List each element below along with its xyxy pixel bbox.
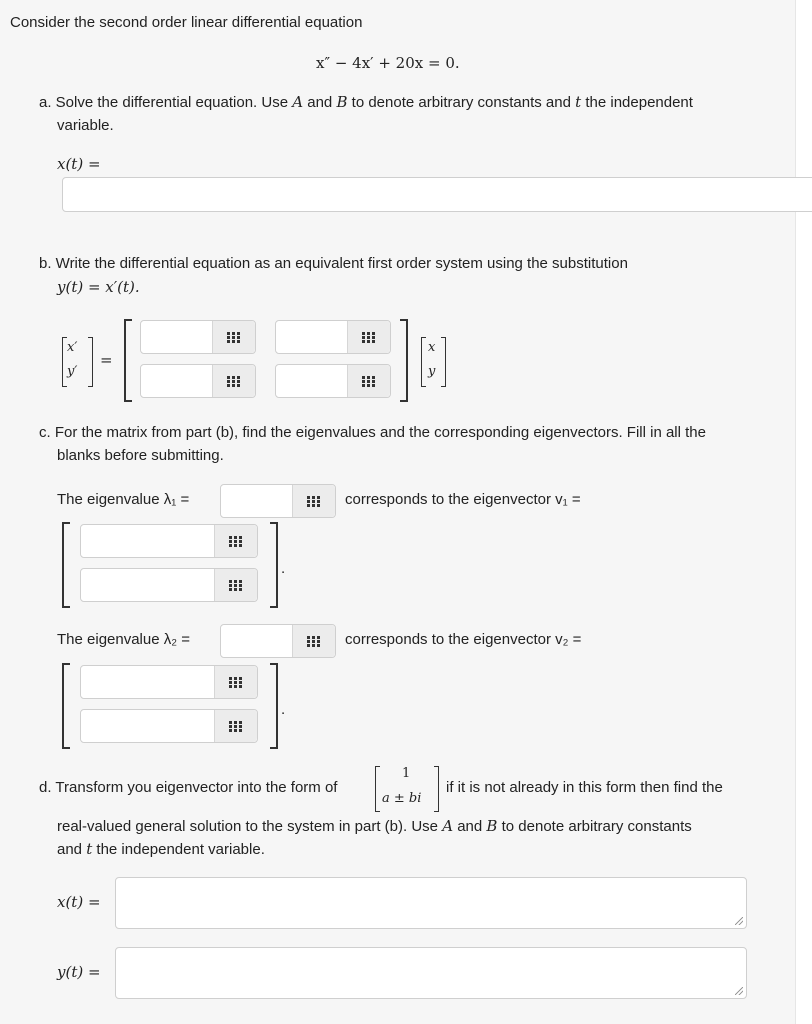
- grid-icon: [362, 332, 375, 343]
- resize-handle-icon[interactable]: [735, 917, 743, 925]
- rhs-bottom: y: [428, 364, 436, 379]
- lhs-bottom: y′: [67, 364, 78, 379]
- form-vector-left-bracket: [375, 766, 380, 812]
- matrix-entry-11[interactable]: [140, 320, 256, 354]
- eigenvector-1-entry-1-input[interactable]: [81, 525, 215, 557]
- rhs-top: x: [428, 340, 436, 355]
- lhs-right-bracket: [88, 337, 93, 387]
- v1-right-bracket: [270, 522, 278, 608]
- form-vector-bottom: a ± bi: [382, 791, 422, 806]
- eigenvector-1-entry-2-palette[interactable]: [214, 569, 257, 601]
- eigenvalue-2-label: The eigenvalue λ₂ =: [57, 631, 190, 648]
- matrix-right-bracket: [400, 319, 408, 402]
- part-d-line-2: real-valued general solution to the system in part (b). Use A and B to denote arbitrary constants: [57, 817, 692, 835]
- part-a-answer-input[interactable]: [62, 177, 812, 212]
- matrix-entry-11-input[interactable]: [141, 321, 213, 353]
- eigenvalue-1-palette[interactable]: [292, 485, 335, 517]
- v1-left-bracket: [62, 522, 70, 608]
- equals-sign: =: [100, 351, 113, 369]
- grid-icon: [227, 376, 240, 387]
- matrix-entry-21[interactable]: [140, 364, 256, 398]
- eigenvector-2-label: corresponds to the eigenvector v₂ =: [345, 631, 582, 648]
- matrix-entry-21-palette[interactable]: [212, 365, 255, 397]
- matrix-left-bracket: [124, 319, 132, 402]
- eigenvector-2-entry-1-input[interactable]: [81, 666, 215, 698]
- part-d-y-label: y(t) =: [57, 963, 101, 981]
- rhs-left-bracket: [421, 337, 426, 387]
- v1-period: .: [281, 560, 286, 577]
- part-d-y-textarea[interactable]: [115, 947, 747, 999]
- matrix-entry-21-input[interactable]: [141, 365, 213, 397]
- main-equation: x″ − 4x′ + 20x = 0.: [316, 54, 460, 72]
- eigenvalue-2-input[interactable]: [221, 625, 293, 657]
- part-c-line-2: blanks before submitting.: [57, 447, 224, 464]
- part-d-line-1a: d. Transform you eigenvector into the form of: [39, 779, 338, 796]
- v2-left-bracket: [62, 663, 70, 749]
- grid-icon: [229, 536, 242, 547]
- eigenvector-1-entry-1[interactable]: [80, 524, 258, 558]
- matrix-entry-12[interactable]: [275, 320, 391, 354]
- eigenvalue-2-palette[interactable]: [292, 625, 335, 657]
- part-b-line-1: b. Write the differential equation as an equivalent first order system using the substitution: [39, 255, 628, 272]
- eigenvalue-1-input[interactable]: [221, 485, 293, 517]
- form-vector-top: 1: [402, 766, 411, 781]
- resize-handle-icon[interactable]: [735, 987, 743, 995]
- grid-icon: [307, 636, 320, 647]
- grid-icon: [227, 332, 240, 343]
- part-a-answer-label: x(t) =: [57, 155, 101, 173]
- part-a-line-1: a. Solve the differential equation. Use A and B to denote arbitrary constants and t the independent: [39, 93, 693, 111]
- eigenvector-2-entry-2-palette[interactable]: [214, 710, 257, 742]
- matrix-entry-11-palette[interactable]: [212, 321, 255, 353]
- eigenvalue-1-field[interactable]: [220, 484, 336, 518]
- part-d-line-1b: if it is not already in this form then find the: [446, 779, 723, 796]
- eigenvalue-1-label: The eigenvalue λ₁ =: [57, 491, 190, 508]
- part-a-line-2: variable.: [57, 117, 114, 134]
- eigenvector-2-entry-1-palette[interactable]: [214, 666, 257, 698]
- part-d-line-3: and t the independent variable.: [57, 840, 265, 858]
- eigenvector-2-entry-1[interactable]: [80, 665, 258, 699]
- lhs-top: x′: [67, 340, 78, 355]
- eigenvector-1-entry-2[interactable]: [80, 568, 258, 602]
- grid-icon: [362, 376, 375, 387]
- eigenvector-1-entry-2-input[interactable]: [81, 569, 215, 601]
- v2-period: .: [281, 701, 286, 718]
- eigenvector-1-entry-1-palette[interactable]: [214, 525, 257, 557]
- v2-right-bracket: [270, 663, 278, 749]
- eigenvector-2-entry-2-input[interactable]: [81, 710, 215, 742]
- eigenvalue-2-field[interactable]: [220, 624, 336, 658]
- matrix-entry-22[interactable]: [275, 364, 391, 398]
- part-c-line-1: c. For the matrix from part (b), find the eigenvalues and the corresponding eigenvectors. Fill in all the: [39, 424, 706, 441]
- matrix-entry-22-palette[interactable]: [347, 365, 390, 397]
- grid-icon: [229, 580, 242, 591]
- intro-text: Consider the second order linear differential equation: [10, 14, 363, 31]
- matrix-entry-12-input[interactable]: [276, 321, 348, 353]
- rhs-right-bracket: [441, 337, 446, 387]
- part-d-x-textarea[interactable]: [115, 877, 747, 929]
- grid-icon: [229, 721, 242, 732]
- matrix-entry-22-input[interactable]: [276, 365, 348, 397]
- form-vector-right-bracket: [434, 766, 439, 812]
- substitution-text: y(t) = x′(t).: [57, 278, 140, 296]
- part-d-x-label: x(t) =: [57, 893, 101, 911]
- eigenvector-2-entry-2[interactable]: [80, 709, 258, 743]
- eigenvector-1-label: corresponds to the eigenvector v₁ =: [345, 491, 581, 508]
- grid-icon: [307, 496, 320, 507]
- grid-icon: [229, 677, 242, 688]
- matrix-entry-12-palette[interactable]: [347, 321, 390, 353]
